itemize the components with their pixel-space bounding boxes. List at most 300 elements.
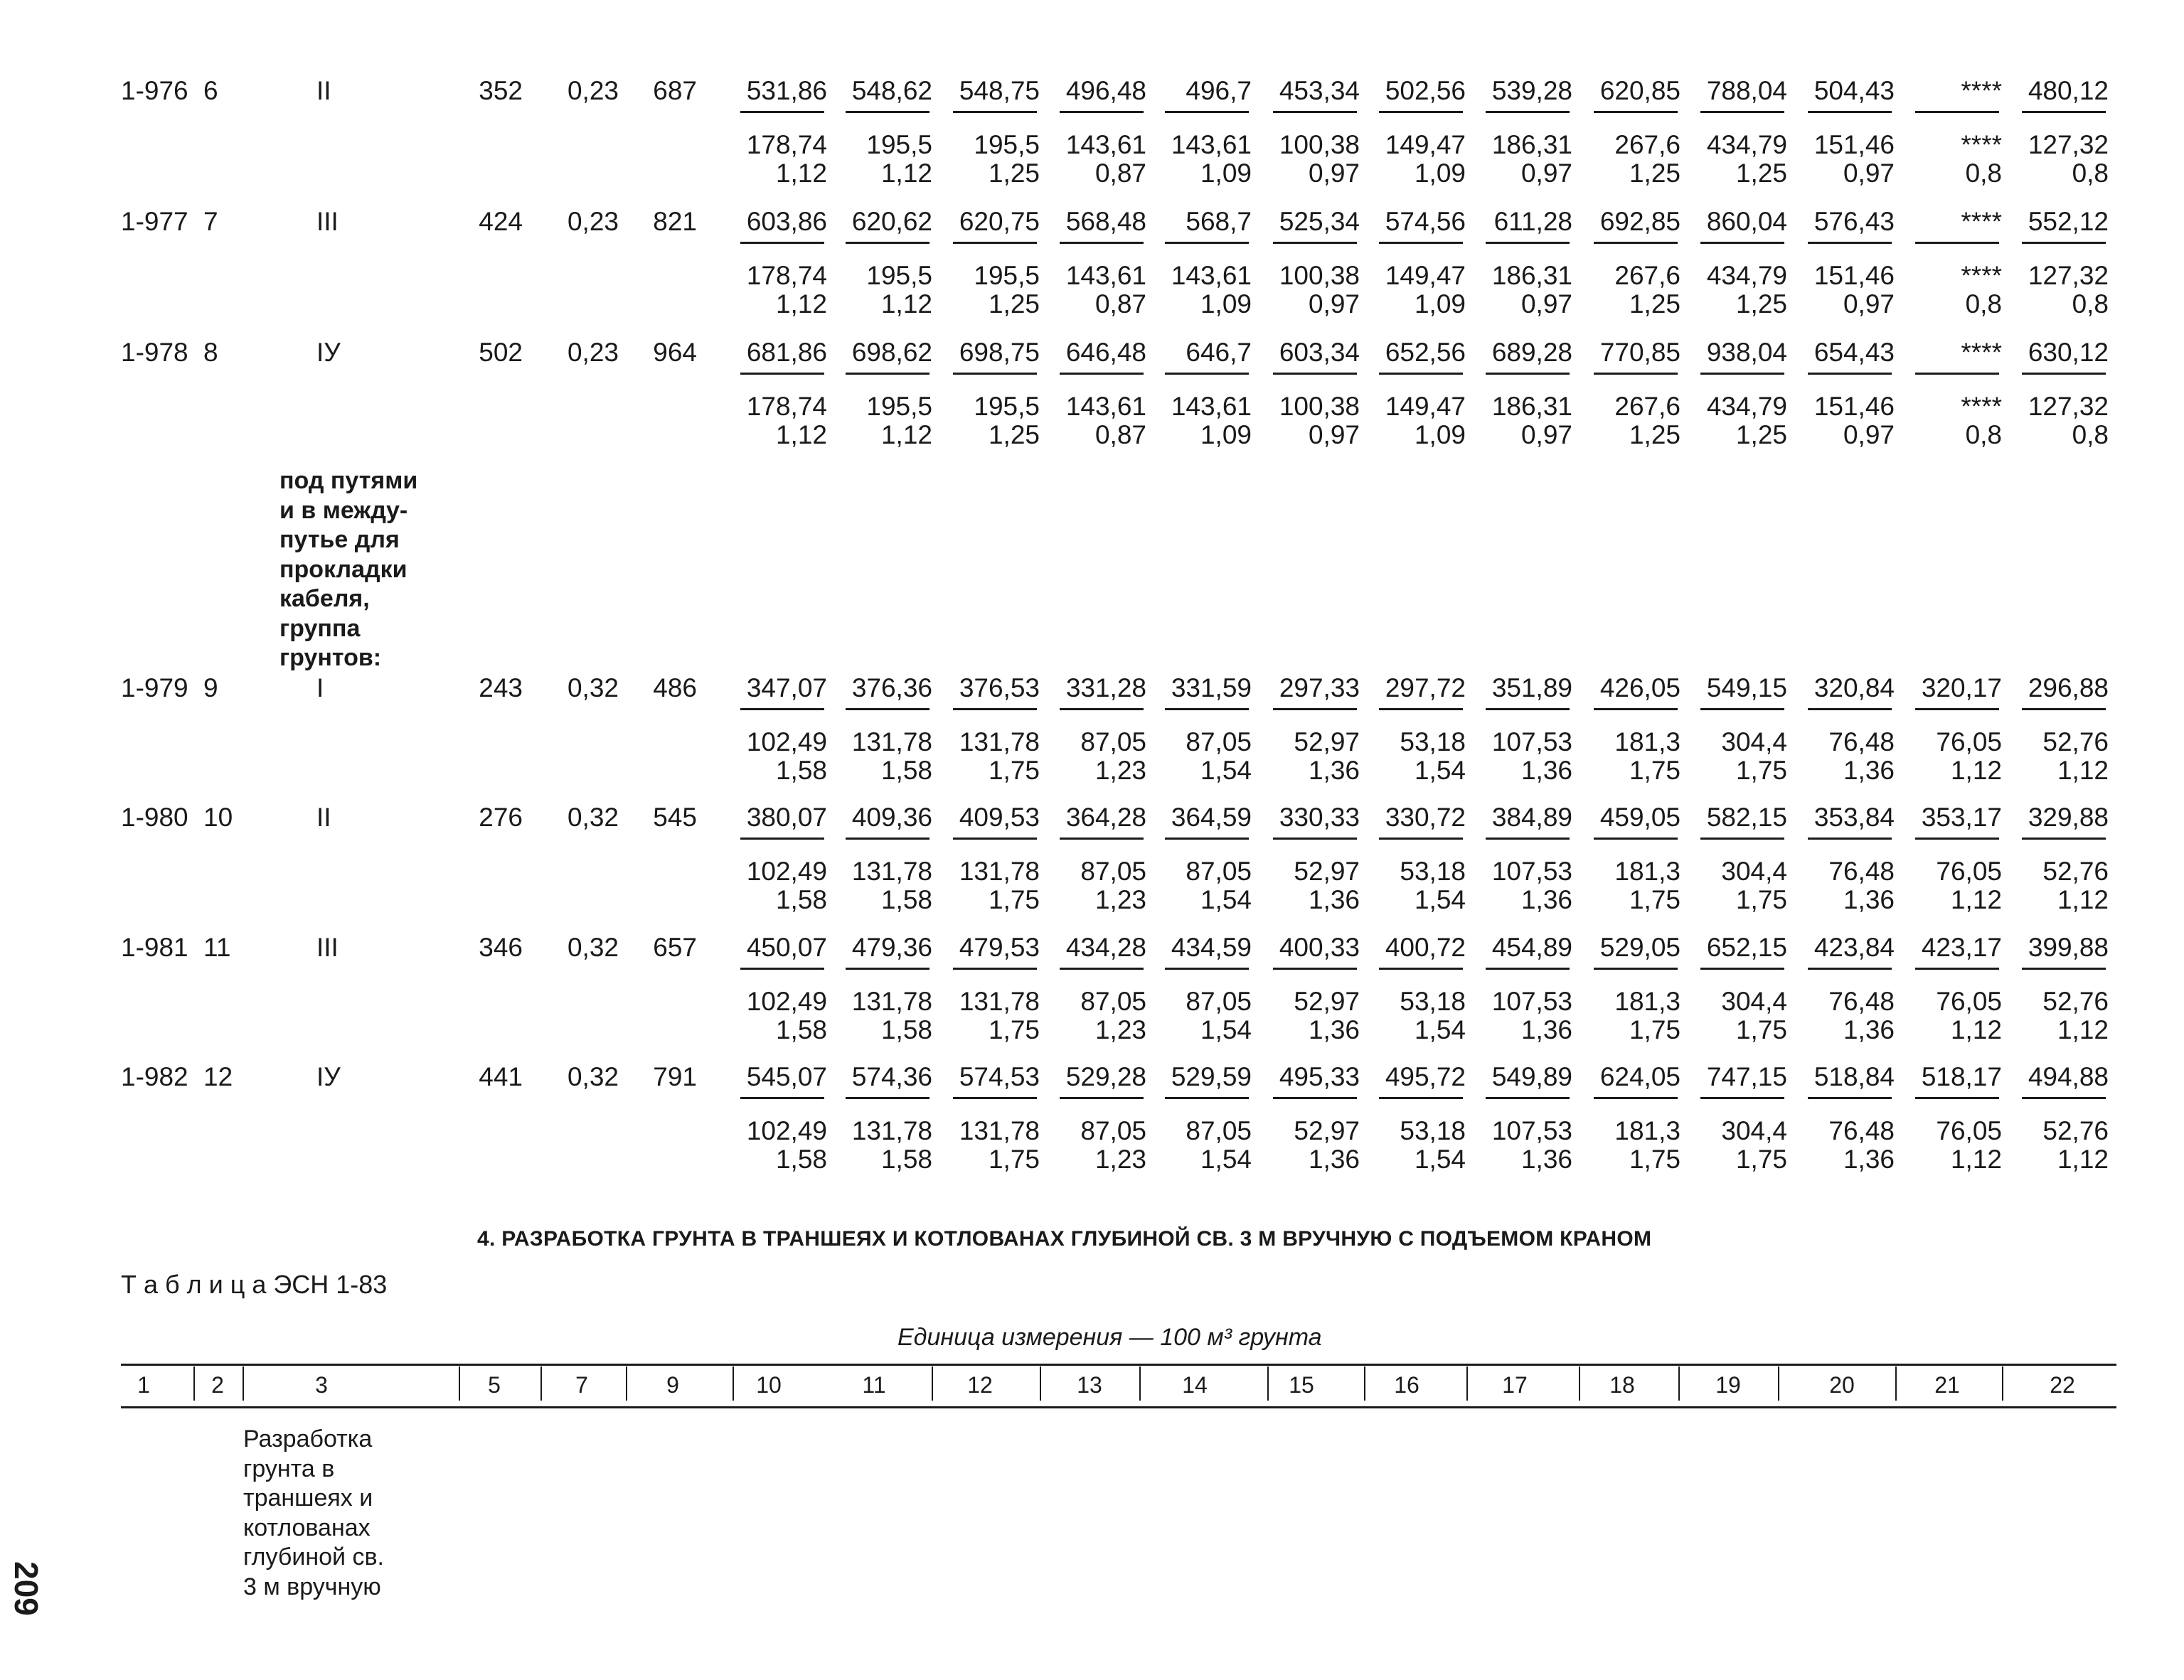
fraction-bar: [846, 373, 929, 375]
labor-coefficient: 1,58: [775, 756, 827, 785]
cost-wages: 143,61: [1065, 130, 1146, 159]
fraction-bar: [953, 968, 1037, 970]
note-line: под путями: [279, 467, 418, 494]
fraction-bar: [1808, 968, 1892, 970]
fraction-bar: [1700, 111, 1784, 113]
cost-total: 529,28: [1065, 1062, 1146, 1091]
cost-total: 376,36: [851, 673, 932, 702]
cost-total: 329,88: [2028, 803, 2109, 832]
labor-coefficient: 1,36: [1308, 1015, 1360, 1044]
cost-total: ****: [1961, 207, 2002, 236]
cost-wages: 143,61: [1171, 130, 1252, 159]
header-col-20: 20: [1829, 1372, 1855, 1398]
fraction-bar: [1379, 838, 1463, 840]
fraction-bar: [1808, 242, 1892, 244]
cost-total: ****: [1961, 76, 2002, 105]
header-col-2: 2: [211, 1372, 224, 1398]
rate-code: 1-976: [121, 76, 188, 105]
cost-total: 504,43: [1813, 76, 1895, 105]
cost-total: 330,72: [1385, 803, 1466, 832]
col9-value: 791: [653, 1062, 697, 1091]
cost-wages: 87,05: [1080, 857, 1146, 886]
cost-total: 426,05: [1599, 673, 1680, 702]
fraction-bar: [1915, 373, 1999, 375]
cost-wages: 267,6: [1614, 261, 1680, 290]
labor-coefficient: 1,75: [988, 1015, 1040, 1044]
fraction-bar: [1486, 708, 1570, 710]
cost-wages: 304,4: [1721, 727, 1787, 756]
cost-total: 630,12: [2028, 338, 2109, 367]
labor-coefficient: 0,97: [1843, 289, 1895, 319]
row-number: 6: [203, 76, 218, 105]
cost-wages: 87,05: [1080, 1116, 1146, 1145]
fraction-bar: [1808, 111, 1892, 113]
labor-coefficient: 1,36: [1843, 885, 1895, 914]
cost-wages: 76,05: [1936, 987, 2002, 1016]
cost-total: 548,75: [959, 76, 1040, 105]
col7-value: 0,23: [567, 207, 619, 236]
labor-coefficient: 0,87: [1094, 159, 1146, 188]
header-col-18: 18: [1609, 1372, 1635, 1398]
cost-total: 364,59: [1171, 803, 1252, 832]
note-line: кабеля,: [279, 585, 370, 612]
cost-total: 652,56: [1385, 338, 1466, 367]
fraction-bar: [1165, 1097, 1249, 1099]
fraction-bar: [740, 708, 824, 710]
cost-total: 531,86: [746, 76, 827, 105]
fraction-bar: [1379, 708, 1463, 710]
header-col-3: 3: [315, 1372, 328, 1398]
header-separator: [1895, 1366, 1897, 1401]
col7-value: 0,32: [567, 933, 619, 962]
col9-value: 687: [653, 76, 697, 105]
cost-total: 548,62: [851, 76, 932, 105]
labor-coefficient: 1,12: [775, 420, 827, 449]
fraction-bar: [1273, 838, 1357, 840]
fraction-bar: [2022, 838, 2106, 840]
fraction-bar: [1165, 373, 1249, 375]
cost-total: 552,12: [2028, 207, 2109, 236]
cost-wages: 181,3: [1614, 857, 1680, 886]
cost-wages: 195,5: [866, 392, 932, 421]
cost-wages: 52,76: [2042, 857, 2109, 886]
col5-value: 502: [479, 338, 523, 367]
col7-value: 0,32: [567, 1062, 619, 1091]
col5-value: 352: [479, 76, 523, 105]
cost-total: 297,72: [1385, 673, 1466, 702]
labor-coefficient: 1,54: [1200, 1145, 1252, 1174]
col9-value: 545: [653, 803, 697, 832]
fraction-bar: [1486, 1097, 1570, 1099]
labor-coefficient: 0,97: [1843, 420, 1895, 449]
labor-coefficient: 1,54: [1200, 1015, 1252, 1044]
labor-coefficient: 1,75: [1629, 1145, 1680, 1174]
cost-total: 654,43: [1813, 338, 1895, 367]
cost-total: 620,75: [959, 207, 1040, 236]
cost-wages: 87,05: [1186, 857, 1252, 886]
labor-coefficient: 1,36: [1308, 1145, 1360, 1174]
labor-coefficient: 1,58: [775, 1145, 827, 1174]
cost-wages: 143,61: [1171, 261, 1252, 290]
fraction-bar: [1379, 111, 1463, 113]
cost-total: 453,34: [1279, 76, 1360, 105]
cost-total: 603,34: [1279, 338, 1360, 367]
labor-coefficient: 1,36: [1520, 885, 1572, 914]
cost-wages: 151,46: [1813, 261, 1895, 290]
cost-total: 353,17: [1921, 803, 2002, 832]
cost-wages: 100,38: [1279, 130, 1360, 159]
cost-wages: 143,61: [1171, 392, 1252, 421]
fraction-bar: [1486, 111, 1570, 113]
cost-total: 479,53: [959, 933, 1040, 962]
fraction-bar: [1808, 1097, 1892, 1099]
cost-total: 574,36: [851, 1062, 932, 1091]
cost-wages: 434,79: [1706, 130, 1787, 159]
cost-total: 624,05: [1599, 1062, 1680, 1091]
labor-coefficient: 0,97: [1520, 420, 1572, 449]
labor-coefficient: 1,54: [1414, 1015, 1466, 1044]
header-col-10: 10: [756, 1372, 782, 1398]
fraction-bar: [1060, 1097, 1144, 1099]
page-number: 209: [8, 1561, 45, 1616]
rate-code: 1-980: [121, 803, 188, 832]
fraction-bar: [2022, 968, 2106, 970]
fraction-bar: [1486, 242, 1570, 244]
cost-wages: 195,5: [974, 130, 1040, 159]
labor-coefficient: 0,97: [1520, 159, 1572, 188]
cost-total: 549,89: [1491, 1062, 1572, 1091]
labor-coefficient: 1,75: [1735, 1145, 1787, 1174]
labor-coefficient: 1,25: [1735, 289, 1787, 319]
cost-total: 409,36: [851, 803, 932, 832]
fraction-bar: [953, 373, 1037, 375]
labor-coefficient: 1,12: [2057, 1145, 2109, 1174]
cost-total: 788,04: [1706, 76, 1787, 105]
fraction-bar: [846, 968, 929, 970]
labor-coefficient: 1,75: [1735, 885, 1787, 914]
labor-coefficient: 1,25: [988, 289, 1040, 319]
labor-coefficient: 1,09: [1414, 159, 1466, 188]
header-col-12: 12: [967, 1372, 993, 1398]
desc-line: глубиной св.: [243, 1543, 384, 1571]
fraction-bar: [1060, 111, 1144, 113]
col5-value: 441: [479, 1062, 523, 1091]
fraction-bar: [1379, 373, 1463, 375]
row-number: 10: [203, 803, 233, 832]
fraction-bar: [953, 838, 1037, 840]
cost-total: 380,07: [746, 803, 827, 832]
labor-coefficient: 1,36: [1520, 1015, 1572, 1044]
cost-total: 698,75: [959, 338, 1040, 367]
cost-total: 364,28: [1065, 803, 1146, 832]
labor-coefficient: 0,97: [1308, 420, 1360, 449]
cost-wages: 178,74: [746, 130, 827, 159]
cost-total: 549,15: [1706, 673, 1787, 702]
cost-wages: 107,53: [1491, 1116, 1572, 1145]
desc-line: траншеях и: [243, 1484, 373, 1512]
cost-total: 480,12: [2028, 76, 2109, 105]
cost-total: 518,17: [1921, 1062, 2002, 1091]
row-number: 8: [203, 338, 218, 367]
cost-total: 603,86: [746, 207, 827, 236]
labor-coefficient: 0,97: [1308, 159, 1360, 188]
cost-wages: 102,49: [746, 987, 827, 1016]
labor-coefficient: 1,25: [1735, 159, 1787, 188]
cost-wages: 131,78: [959, 857, 1040, 886]
labor-coefficient: 1,36: [1843, 756, 1895, 785]
fraction-bar: [1060, 968, 1144, 970]
labor-coefficient: 1,54: [1414, 885, 1466, 914]
cost-wages: 151,46: [1813, 130, 1895, 159]
cost-wages: 52,76: [2042, 727, 2109, 756]
cost-wages: 102,49: [746, 857, 827, 886]
row-number: 9: [203, 673, 218, 702]
cost-wages: 195,5: [974, 261, 1040, 290]
cost-wages: 102,49: [746, 1116, 827, 1145]
cost-total: 525,34: [1279, 207, 1360, 236]
cost-wages: 149,47: [1385, 130, 1466, 159]
cost-wages: 76,48: [1828, 1116, 1895, 1145]
labor-coefficient: 1,23: [1094, 885, 1146, 914]
labor-coefficient: 1,75: [988, 756, 1040, 785]
labor-coefficient: 1,23: [1094, 1145, 1146, 1174]
cost-total: 652,15: [1706, 933, 1787, 962]
labor-coefficient: 1,75: [1735, 1015, 1787, 1044]
cost-total: 330,33: [1279, 803, 1360, 832]
cost-wages: 195,5: [974, 392, 1040, 421]
cost-wages: 52,97: [1294, 987, 1360, 1016]
labor-coefficient: 1,12: [1950, 1015, 2002, 1044]
soil-group: IУ: [316, 1062, 341, 1091]
labor-coefficient: 1,58: [775, 1015, 827, 1044]
cost-wages: 131,78: [851, 727, 932, 756]
labor-coefficient: 1,75: [1629, 756, 1680, 785]
header-separator: [1579, 1366, 1580, 1401]
cost-wages: 53,18: [1400, 727, 1466, 756]
cost-total: 518,84: [1813, 1062, 1895, 1091]
cost-wages: 127,32: [2028, 130, 2109, 159]
fraction-bar: [1700, 838, 1784, 840]
row-number: 12: [203, 1062, 233, 1091]
fraction-bar: [1594, 838, 1678, 840]
labor-coefficient: 1,12: [880, 159, 932, 188]
labor-coefficient: 1,58: [880, 756, 932, 785]
cost-wages: 131,78: [851, 987, 932, 1016]
row-number: 11: [203, 933, 231, 962]
cost-wages: 434,79: [1706, 392, 1787, 421]
labor-coefficient: 1,36: [1520, 1145, 1572, 1174]
cost-wages: 131,78: [851, 1116, 932, 1145]
labor-coefficient: 1,12: [2057, 885, 2109, 914]
cost-total: 297,33: [1279, 673, 1360, 702]
fraction-bar: [1273, 373, 1357, 375]
labor-coefficient: 1,36: [1843, 1145, 1895, 1174]
labor-coefficient: 1,58: [880, 1015, 932, 1044]
cost-total: 353,84: [1813, 803, 1895, 832]
header-col-15: 15: [1289, 1372, 1314, 1398]
cost-total: 423,17: [1921, 933, 2002, 962]
col9-value: 964: [653, 338, 697, 367]
col7-value: 0,23: [567, 338, 619, 367]
row-number: 7: [203, 207, 218, 236]
fraction-bar: [1060, 708, 1144, 710]
col7-value: 0,32: [567, 673, 619, 702]
fraction-bar: [1594, 708, 1678, 710]
cost-wages: 195,5: [866, 130, 932, 159]
col5-value: 243: [479, 673, 523, 702]
cost-wages: 52,97: [1294, 1116, 1360, 1145]
fraction-bar: [1915, 708, 1999, 710]
cost-total: 545,07: [746, 1062, 827, 1091]
labor-coefficient: 1,09: [1200, 159, 1252, 188]
table-title: Т а б л и ц а ЭСН 1-83: [121, 1270, 388, 1299]
labor-coefficient: 1,23: [1094, 1015, 1146, 1044]
cost-wages: 52,97: [1294, 727, 1360, 756]
cost-wages: ****: [1961, 392, 2002, 421]
labor-coefficient: 0,97: [1308, 289, 1360, 319]
soil-group: III: [316, 933, 339, 962]
fraction-bar: [846, 708, 929, 710]
cost-wages: 149,47: [1385, 261, 1466, 290]
fraction-bar: [2022, 111, 2106, 113]
fraction-bar: [740, 838, 824, 840]
labor-coefficient: 1,12: [880, 420, 932, 449]
labor-coefficient: 1,54: [1414, 1145, 1466, 1174]
cost-total: 409,53: [959, 803, 1040, 832]
cost-wages: 87,05: [1186, 987, 1252, 1016]
cost-total: 770,85: [1599, 338, 1680, 367]
fraction-bar: [846, 111, 929, 113]
cost-wages: 178,74: [746, 261, 827, 290]
labor-coefficient: 1,12: [1950, 885, 2002, 914]
header-col-17: 17: [1502, 1372, 1528, 1398]
labor-coefficient: 0,8: [2072, 420, 2109, 449]
cost-wages: 52,97: [1294, 857, 1360, 886]
cost-total: 296,88: [2028, 673, 2109, 702]
cost-wages: 181,3: [1614, 1116, 1680, 1145]
cost-wages: 76,48: [1828, 727, 1895, 756]
cost-total: 574,53: [959, 1062, 1040, 1091]
header-top-rule: [121, 1364, 2116, 1366]
fraction-bar: [1379, 242, 1463, 244]
note-line: прокладки: [279, 555, 407, 583]
cost-wages: 181,3: [1614, 987, 1680, 1016]
cost-total: 529,05: [1599, 933, 1680, 962]
cost-wages: 149,47: [1385, 392, 1466, 421]
header-col-14: 14: [1182, 1372, 1208, 1398]
header-col-16: 16: [1394, 1372, 1419, 1398]
cost-wages: 53,18: [1400, 1116, 1466, 1145]
cost-wages: 107,53: [1491, 987, 1572, 1016]
cost-wages: 53,18: [1400, 987, 1466, 1016]
cost-total: 494,88: [2028, 1062, 2109, 1091]
header-col-22: 22: [2050, 1372, 2075, 1398]
labor-coefficient: 1,12: [2057, 756, 2109, 785]
cost-wages: 186,31: [1491, 130, 1572, 159]
cost-wages: 52,76: [2042, 1116, 2109, 1145]
cost-wages: 131,78: [959, 1116, 1040, 1145]
cost-total: 698,62: [851, 338, 932, 367]
labor-coefficient: 1,58: [880, 1145, 932, 1174]
cost-total: 331,28: [1065, 673, 1146, 702]
labor-coefficient: 1,12: [1950, 756, 2002, 785]
labor-coefficient: 0,8: [1965, 289, 2002, 319]
cost-wages: 76,05: [1936, 857, 2002, 886]
header-separator: [540, 1366, 542, 1401]
note-line: группа: [279, 614, 361, 642]
fraction-bar: [1700, 968, 1784, 970]
cost-total: 450,07: [746, 933, 827, 962]
cost-total: 400,72: [1385, 933, 1466, 962]
soil-group: I: [316, 673, 324, 702]
labor-coefficient: 1,75: [988, 885, 1040, 914]
cost-wages: 87,05: [1080, 987, 1146, 1016]
fraction-bar: [2022, 708, 2106, 710]
cost-wages: 102,49: [746, 727, 827, 756]
cost-wages: 178,74: [746, 392, 827, 421]
cost-total: 479,36: [851, 933, 932, 962]
header-col-21: 21: [1934, 1372, 1960, 1398]
cost-total: 576,43: [1813, 207, 1895, 236]
cost-total: 646,7: [1186, 338, 1252, 367]
cost-wages: 52,76: [2042, 987, 2109, 1016]
labor-coefficient: 1,09: [1200, 420, 1252, 449]
labor-coefficient: 1,75: [1629, 1015, 1680, 1044]
header-separator: [2002, 1366, 2003, 1401]
header-separator: [1678, 1366, 1680, 1401]
cost-wages: 143,61: [1065, 392, 1146, 421]
soil-group: II: [316, 803, 331, 832]
cost-wages: 100,38: [1279, 261, 1360, 290]
header-separator: [459, 1366, 460, 1401]
cost-total: 434,28: [1065, 933, 1146, 962]
cost-wages: 131,78: [959, 987, 1040, 1016]
cost-wages: 53,18: [1400, 857, 1466, 886]
fraction-bar: [1915, 1097, 1999, 1099]
fraction-bar: [1165, 111, 1249, 113]
fraction-bar: [1165, 708, 1249, 710]
cost-total: 582,15: [1706, 803, 1787, 832]
section-title: 4. РАЗРАБОТКА ГРУНТА В ТРАНШЕЯХ И КОТЛОВАНАХ ГЛУБИНОЙ СВ. 3 М ВРУЧНУЮ С ПОДЪЕМОМ КРАНОМ: [477, 1227, 1652, 1251]
labor-coefficient: 0,8: [2072, 289, 2109, 319]
fraction-bar: [1060, 838, 1144, 840]
labor-coefficient: 1,12: [775, 159, 827, 188]
desc-line: 3 м вручную: [243, 1573, 381, 1600]
labor-coefficient: 1,36: [1308, 756, 1360, 785]
soil-group: IУ: [316, 338, 341, 367]
cost-total: 620,62: [851, 207, 932, 236]
col5-value: 346: [479, 933, 523, 962]
rate-code: 1-978: [121, 338, 188, 367]
labor-coefficient: 1,25: [1735, 420, 1787, 449]
fraction-bar: [740, 242, 824, 244]
cost-total: 611,28: [1493, 207, 1572, 236]
desc-line: котлованах: [243, 1514, 371, 1541]
fraction-bar: [1594, 968, 1678, 970]
fraction-bar: [953, 1097, 1037, 1099]
header-col-11: 11: [862, 1372, 886, 1398]
labor-coefficient: 0,87: [1094, 289, 1146, 319]
cost-wages: ****: [1961, 130, 2002, 159]
col5-value: 276: [479, 803, 523, 832]
cost-total: 620,85: [1599, 76, 1680, 105]
cost-wages: 76,05: [1936, 727, 2002, 756]
fraction-bar: [1594, 1097, 1678, 1099]
labor-coefficient: 1,23: [1094, 756, 1146, 785]
cost-wages: 195,5: [866, 261, 932, 290]
fraction-bar: [953, 111, 1037, 113]
fraction-bar: [1273, 708, 1357, 710]
